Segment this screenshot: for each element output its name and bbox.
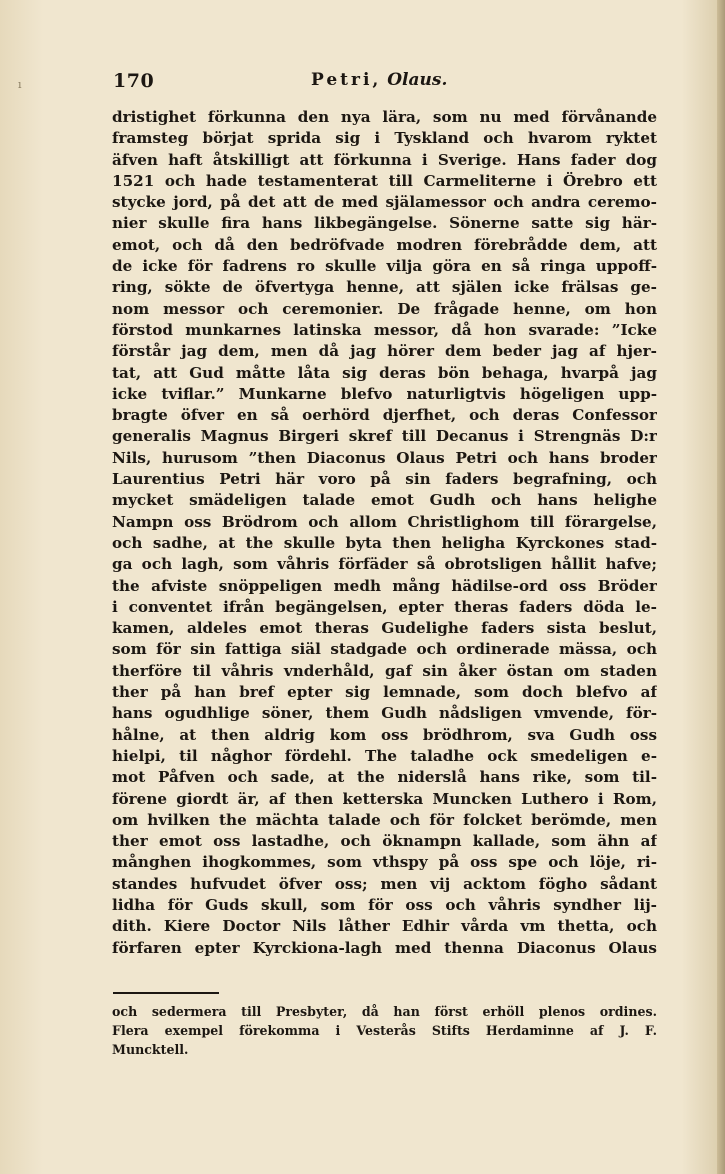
text-line: dith. Kiere Doctor Nils låther Edhir vårda vm thetta, och bbox=[112, 917, 657, 936]
text-line: om hvilken the mächta talade och för folcket berömde, men bbox=[112, 810, 657, 829]
text-line: förstod munkarnes latinska messor, då hon svarade: ”Icke bbox=[112, 320, 657, 339]
text-line: 1521 och hade testamenterat till Carmeliterne i Örebro ett bbox=[112, 171, 657, 190]
text-line: hielpi, til någhor fördehl. The taladhe ock smedeligen e- bbox=[112, 746, 657, 765]
text-line: ther på han bref epter sig lemnade, som doch blefvo af bbox=[112, 683, 657, 702]
text-line: Nampn oss Brödrom och allom Christlighom till förargelse, bbox=[112, 512, 657, 531]
text-line: förene giordt är, af then ketterska Muncken Luthero i Rom, bbox=[112, 789, 657, 808]
footnote-rule bbox=[113, 992, 219, 994]
text-line: lidha för Guds skull, som för oss och våhris syndher lij- bbox=[112, 895, 657, 914]
footnote-line: Muncktell. bbox=[112, 1042, 189, 1057]
text-line: hans ogudhlige söner, them Gudh nådsligen vmvende, för- bbox=[112, 704, 657, 723]
main-text bbox=[112, 107, 657, 959]
page-number: 170 bbox=[113, 70, 155, 92]
text-line: kamen, aldeles emot theras Gudelighe faders sista beslut, bbox=[112, 619, 657, 638]
running-title-given-name: Olaus. bbox=[387, 70, 448, 90]
text-line: nom messor och ceremonier. De frågade henne, om hon bbox=[112, 299, 657, 318]
text-line: ga och lagh, som våhris förfäder så obrotsligen hållit hafve; bbox=[112, 555, 657, 574]
text-line: som för sin fattiga siäl stadgade och ordinerade mässa, och bbox=[112, 640, 657, 659]
running-head bbox=[113, 70, 653, 100]
text-line: icke tviflar.” Munkarne blefvo naturligtvis högeligen upp- bbox=[112, 384, 657, 403]
running-title bbox=[311, 70, 447, 90]
text-line: ring, sökte de öfvertyga henne, att själen icke frälsas ge- bbox=[112, 278, 657, 297]
text-line: therföre til våhris vnderhåld, gaf sin åker östan om staden bbox=[112, 661, 657, 680]
text-line: mycket smädeligen talade emot Gudh och hans helighe bbox=[112, 491, 657, 510]
text-line: månghen ihogkommes, som vthspy på oss spe och löje, ri- bbox=[112, 853, 657, 872]
text-line: emot, och då den bedröfvade modren förebrådde dem, att bbox=[112, 235, 657, 254]
text-line: förstår jag dem, men då jag hörer dem beder jag af hjer- bbox=[112, 342, 657, 361]
margin-mark: ı bbox=[18, 78, 22, 91]
text-line: nier skulle fira hans likbegängelse. Sönerne satte sig här- bbox=[112, 214, 657, 233]
running-title-name: Petri, bbox=[311, 70, 382, 90]
footnotes bbox=[112, 1002, 657, 1059]
page-edge-shadow bbox=[717, 0, 725, 1174]
text-line: bragte öfver en så oerhörd djerfhet, och deras Confessor bbox=[112, 406, 657, 425]
footnote-line: Flera exempel förekomma i Vesterås Stifts Herdaminne af J. F. bbox=[112, 1023, 657, 1038]
text-line: och sadhe, at the skulle byta then heligha Kyrckones stad- bbox=[112, 533, 657, 552]
text-line: the afviste snöppeligen medh mång hädilse-ord oss Bröder bbox=[112, 576, 657, 595]
text-line: i conventet ifrån begängelsen, epter theras faders döda le- bbox=[112, 597, 657, 616]
text-line: dristighet förkunna den nya lära, som nu med förvånande bbox=[112, 108, 657, 126]
text-line: ther emot oss lastadhe, och öknampn kallade, som ähn af bbox=[112, 832, 657, 851]
text-line: standes hufvudet öfver oss; men vij acktom fögho sådant bbox=[112, 874, 657, 893]
text-line: tat, att Gud måtte låta sig deras bön behaga, hvarpå jag bbox=[112, 363, 657, 382]
text-line: framsteg börjat sprida sig i Tyskland och hvarom ryktet bbox=[112, 129, 657, 148]
text-line: hålne, at then aldrig kom oss brödhrom, sva Gudh oss bbox=[112, 725, 657, 744]
text-line: de icke för fadrens ro skulle vilja göra en så ringa uppoff- bbox=[112, 257, 657, 276]
text-line: mot Påfven och sade, at the niderslå hans rike, som til- bbox=[112, 768, 657, 787]
text-line: äfven haft åtskilligt att förkunna i Sverige. Hans fader dog bbox=[112, 150, 657, 169]
footnote-line: och sedermera till Presbyter, då han först erhöll plenos ordines. bbox=[112, 1004, 657, 1019]
text-line: generalis Magnus Birgeri skref till Decanus i Strengnäs D:r bbox=[112, 427, 657, 446]
text-line: Nils, hurusom ”then Diaconus Olaus Petri och hans broder bbox=[112, 448, 657, 467]
text-line: förfaren epter Kyrckiona-lagh med thenna Diaconus Olaus bbox=[112, 938, 657, 957]
text-line: Laurentius Petri här voro på sin faders begrafning, och bbox=[112, 470, 657, 489]
text-line: stycke jord, på det att de med själamessor och andra ceremo- bbox=[112, 193, 657, 212]
